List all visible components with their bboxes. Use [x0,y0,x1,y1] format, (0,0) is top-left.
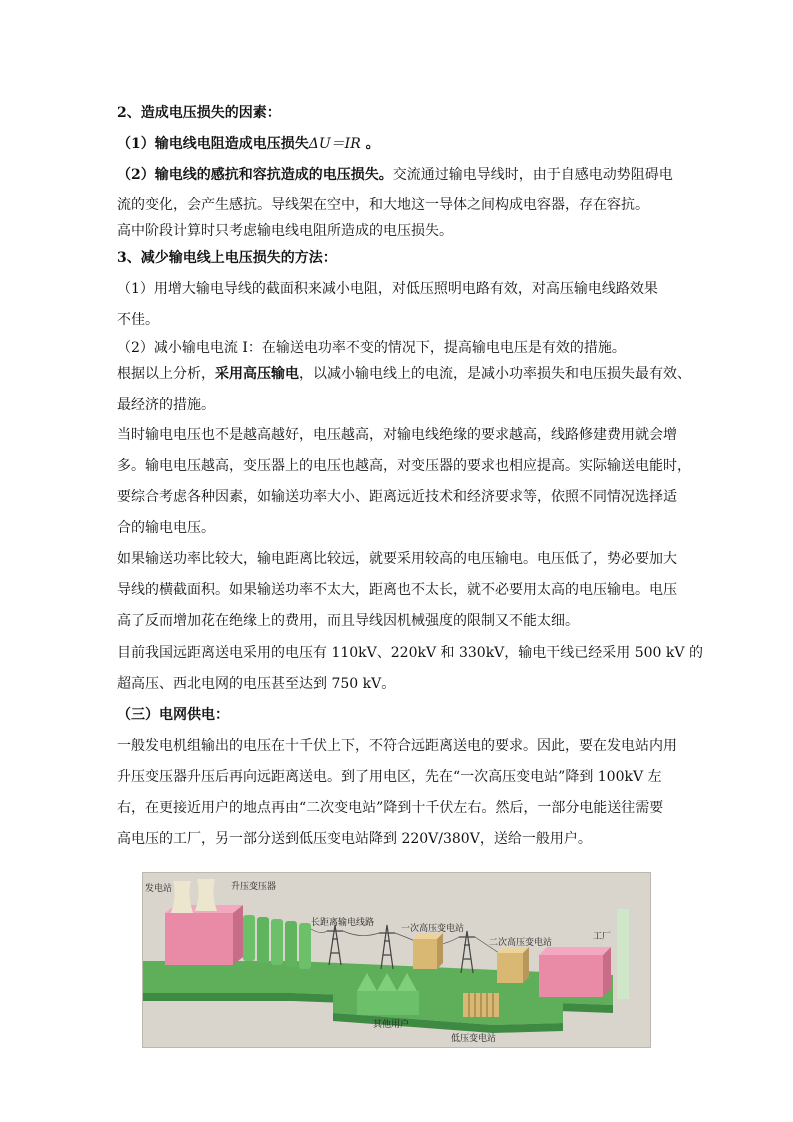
secondary-substation-side [523,947,529,983]
text-line-p4a [117,643,703,663]
text-run: 当时输电电压也不是越高越好，电压越高，对输电线绝缘的要求越高，线路修建费用就会增 [117,427,677,443]
factory-roof [539,947,611,955]
label-secondary-substation: 二次高压变电站 [489,938,553,948]
formula: ΔU＝IR [308,136,361,152]
text-run: 不佳。 [117,312,159,328]
text-run: （1）用增大输电导线的截面积来减小电阻，对低压照明电路有效，对高压输电线路效果 [117,281,658,297]
text-run: 最经济的措施。 [117,397,215,413]
text-run: 高中阶段计算时只考虑输电线电阻所造成的电压损失。 [117,223,453,239]
text-line-p3b [117,580,677,600]
text-run: ，以减小输电线上的电流，是减小功率损失和电压损失最有效、 [299,366,691,382]
text-run: 多。输电电压越高，变压器上的电压也越高，对变压器的要求也相应提高。实际输送电能时， [117,458,691,474]
text-line-s2-item2b [117,195,649,215]
text-line-s3-item2 [117,338,626,358]
text-run: 3、减少输电线上电压损失的方法： [117,250,337,266]
text-run: 。 [360,136,380,152]
text-run: 高了反而增加花在绝缘上的费用，而且导线因机械强度的限制又不能太细。 [117,613,579,629]
label-primary-substation: 一次高压变电站 [401,924,465,934]
text-line-p4b [117,674,395,694]
label-other-users: 其他用户 [373,1020,410,1030]
power-station-building [165,913,233,965]
text-line-s2-item2a [117,165,673,185]
text-line-p5c [117,798,663,818]
text-line-p2d [117,518,215,538]
label-power-station: 发电站 [145,884,173,894]
text-line-p5d [117,829,592,849]
factory-chimney [617,909,629,999]
text-run: （三）电网供电： [117,707,229,723]
factory-building [539,955,603,997]
text-line-p2a [117,425,677,445]
text-run: （1）输电线电阻造成电压损失 [117,136,309,152]
factory-side [603,947,611,997]
text-line-s2-item1 [117,134,380,154]
text-line-s3-item1b [117,310,159,330]
text-run: 要综合考虑各种因素，如输送功率大小、距离远近技术和经济要求等，依照不同情况选择适 [117,489,677,505]
text-run: （2）输电线的感抗和容抗造成的电压损失。 [117,167,393,183]
label-low-voltage-substation: 低压变电站 [451,1034,497,1044]
text-line-s2-note [117,221,453,241]
primary-substation-side [437,933,443,969]
other-users-buildings [357,973,419,1015]
transmission-tower-2 [379,925,395,969]
text-run: 超高压、西北电网的电压甚至达到 750 kV。 [117,676,396,692]
text-line-s-grid-heading [117,705,229,725]
label-factory: 工厂 [593,932,612,942]
label-long-line: 长距离输电线路 [311,918,375,928]
power-grid-figure [142,872,651,1048]
text-line-p5a [117,736,677,756]
text-line-s3-heading [117,248,337,268]
text-line-p1a [117,364,691,384]
step-up-transformers [243,915,311,969]
label-step-up-transformer: 升压变压器 [231,882,277,892]
text-run: 2、造成电压损失的因素： [117,105,281,121]
text-line-p2c [117,487,677,507]
text-line-p2b [117,456,691,476]
text-line-s2-heading [117,103,281,123]
text-run: 一般发电机组输出的电压在十千伏上下，不符合远距离送电的要求。因此，要在发电站内用 [117,738,677,754]
transmission-tower-3 [459,931,475,973]
text-run: 根据以上分析， [117,366,215,382]
transmission-tower-1 [327,925,343,965]
text-run: 导线的横截面积。如果输送功率不太大，距离也不太长，就不必要用太高的电压输电。电压 [117,582,677,598]
text-line-p5b [117,767,662,787]
text-run: 交流通过输电导线时，由于自感电动势阻碍电 [392,167,673,183]
text-line-p3a [117,549,677,569]
text-run: 采用高压输电 [215,366,299,382]
text-line-p1b [117,395,215,415]
text-run: （2）减小输电电流 I：在输送电功率不变的情况下，提高输电电压是有效的措施。 [117,340,626,356]
text-line-p3c [117,611,579,631]
secondary-substation [497,953,523,983]
text-line-s3-item1a [117,279,658,299]
text-run: 升压变压器升压后再向远距离送电。到了用电区，先在“一次高压变电站”降到 100kV 左 [117,769,662,785]
cooling-tower-2 [195,879,217,911]
primary-substation [413,939,437,969]
text-run: 右，在更接近用户的地点再由“二次变电站”降到十千伏左右。然后，一部分电能送往需要 [117,800,664,816]
text-run: 如果输送功率比较大，输电距离比较远，就要采用较高的电压输电。电压低了，势必要加大 [117,551,677,567]
power-station-side [233,905,243,965]
text-run: 合的输电电压。 [117,520,215,536]
text-run: 目前我国远距离送电采用的电压有 110kV、220kV 和 330kV，输电干线已经采用 500 kV 的 [117,645,703,661]
text-run: 高电压的工厂，另一部分送到低压变电站降到 220V/380V，送给一般用户。 [117,831,592,847]
text-run: 流的变化，会产生感抗。导线架在空中，和大地这一导体之间构成电容器，存在容抗。 [117,197,649,213]
cooling-tower-1 [171,881,193,913]
